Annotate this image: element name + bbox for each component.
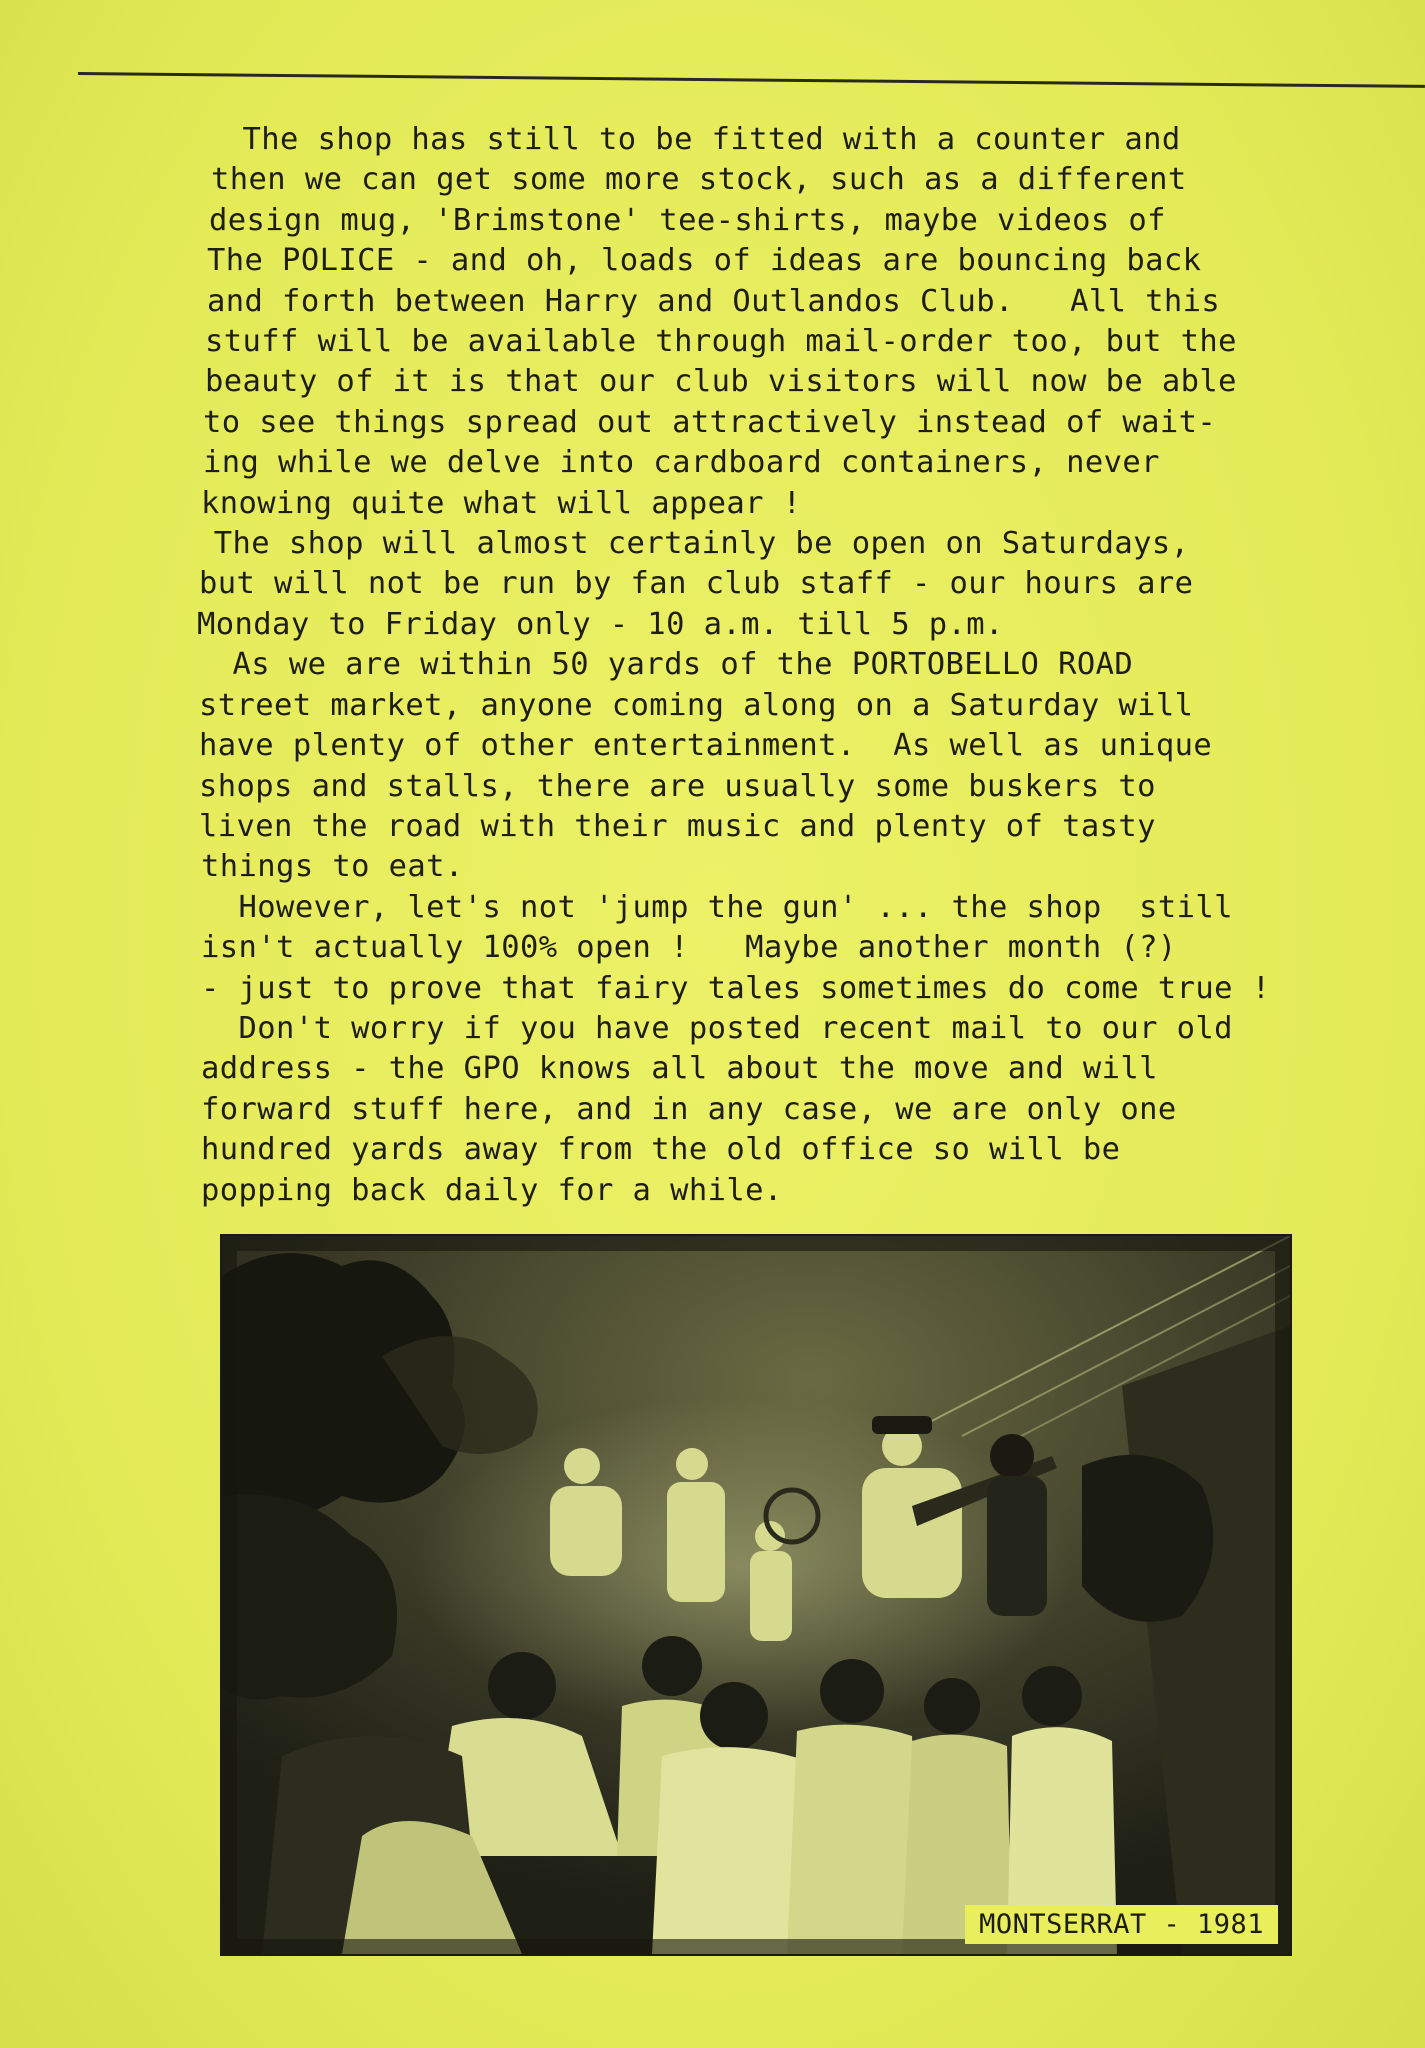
text-line: - just to prove that fairy tales sometimes do come true ! bbox=[201, 970, 1271, 1006]
text-line: knowing quite what will appear ! bbox=[201, 485, 802, 521]
text-line: Monday to Friday only - 10 a.m. till 5 p.m. bbox=[197, 606, 1004, 642]
text-line: popping back daily for a while. bbox=[201, 1172, 783, 1208]
text-line: then we can get some more stock, such as a different bbox=[211, 162, 1187, 198]
text-line: have plenty of other entertainment. As well as unique bbox=[199, 728, 1213, 764]
text-line: ing while we delve into cardboard containers, never bbox=[203, 445, 1160, 481]
text-line: hundred yards away from the old office so will be bbox=[201, 1132, 1121, 1168]
text-line: Don't worry if you have posted recent mail to our old bbox=[201, 1010, 1233, 1046]
text-line: design mug, 'Brimstone' tee-shirts, maybe videos of bbox=[209, 202, 1166, 238]
text-line: and forth between Harry and Outlandos Club. All this bbox=[207, 283, 1221, 319]
text-line: beauty of it is that our club visitors will now be able bbox=[205, 364, 1237, 400]
top-rule bbox=[78, 72, 1425, 88]
text-line: The POLICE - and oh, loads of ideas are bouncing back bbox=[207, 243, 1202, 279]
text-line: things to eat. bbox=[201, 849, 464, 885]
photo-illustration bbox=[222, 1236, 1290, 1954]
text-line: forward stuff here, and in any case, we are only one bbox=[201, 1091, 1177, 1127]
text-line: but will not be run by fan club staff - our hours are bbox=[199, 566, 1194, 602]
text-line: isn't actually 100% open ! Maybe another month (?) bbox=[201, 930, 1177, 966]
article-text bbox=[195, 120, 1375, 1211]
band-photo bbox=[222, 1236, 1290, 1954]
text-line: However, let's not 'jump the gun' ... the shop still bbox=[201, 889, 1233, 925]
text-line: stuff will be available through mail-order too, but the bbox=[205, 324, 1237, 360]
text-line: The shop has still to be fitted with a counter and bbox=[205, 122, 1181, 157]
photo-caption: MONTSERRAT - 1981 bbox=[965, 1905, 1278, 1944]
text-line: address - the GPO knows all about the move and will bbox=[201, 1051, 1158, 1087]
text-line: street market, anyone coming along on a Saturday will bbox=[199, 687, 1194, 723]
text-line: liven the road with their music and plenty of tasty bbox=[199, 808, 1156, 844]
text-line: The shop will almost certainly be open on Saturdays, bbox=[195, 526, 1190, 562]
text-line: shops and stalls, there are usually some buskers to bbox=[199, 768, 1156, 804]
text-line: As we are within 50 yards of the PORTOBELLO ROAD bbox=[195, 647, 1134, 683]
text-line: to see things spread out attractively instead of wait- bbox=[203, 404, 1217, 440]
